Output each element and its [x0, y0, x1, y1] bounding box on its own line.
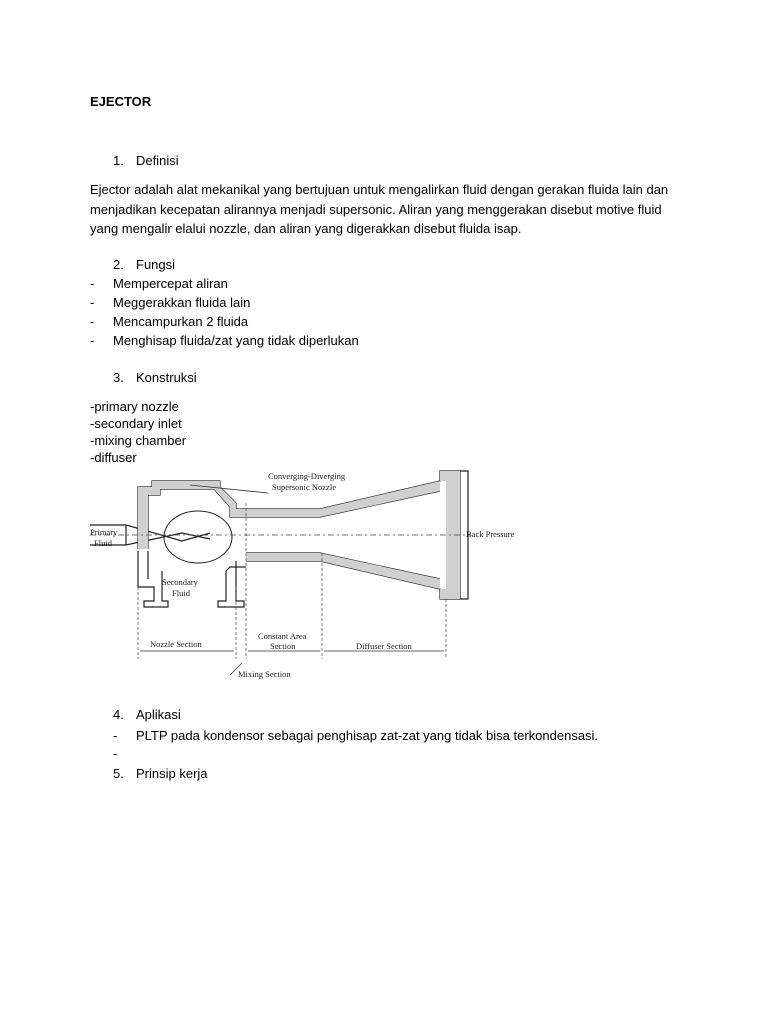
list-bullet: - — [90, 276, 95, 291]
label-constant-section: Section — [270, 641, 296, 651]
label-nozzle-section: Nozzle Section — [150, 639, 202, 649]
list-item: -diffuser — [90, 450, 137, 465]
label-secondary: Secondary — [162, 577, 198, 587]
list-item: Meggerakkan fluida lain — [113, 295, 251, 310]
heading-number-2: 2. — [113, 257, 124, 272]
label-diffuser-section: Diffuser Section — [356, 641, 412, 651]
list-bullet: - — [90, 295, 95, 310]
heading-number-5: 5. — [113, 766, 124, 781]
label-constant-area: Constant Area — [258, 631, 307, 641]
definisi-line: yang mengalir elalui nozzle, dan aliran yang digerakkan disebut fluida isap. — [90, 221, 522, 236]
heading-definisi: Definisi — [136, 153, 179, 168]
label-secondary-fluid: Fluid — [172, 588, 190, 598]
label-converging: Converging-Diverging — [268, 471, 346, 481]
list-bullet: - — [90, 314, 95, 329]
list-bullet: - — [90, 333, 95, 348]
label-mixing-section: Mixing Section — [238, 669, 291, 679]
list-item: Menghisap fluida/zat yang tidak diperlukan — [113, 333, 359, 348]
list-bullet: - — [113, 746, 118, 761]
list-item: -secondary inlet — [90, 416, 182, 431]
list-bullet: - — [113, 728, 118, 743]
heading-konstruksi: Konstruksi — [136, 370, 197, 385]
heading-aplikasi: Aplikasi — [136, 707, 181, 722]
definisi-paragraph — [90, 180, 690, 239]
label-primary: Primary — [90, 527, 118, 537]
heading-number-1: 1. — [113, 153, 124, 168]
label-fluid: Fluid — [94, 538, 112, 548]
label-back-pressure: Back Pressure — [466, 529, 515, 539]
heading-number-4: 4. — [113, 707, 124, 722]
list-item: -mixing chamber — [90, 433, 187, 448]
document-title: EJECTOR — [90, 94, 152, 109]
list-item: -primary nozzle — [90, 399, 179, 414]
heading-fungsi: Fungsi — [136, 257, 176, 272]
definisi-line: menjadikan kecepatan alirannya menjadi supersonic. Aliran yang menggerakan disebut motive fluid — [90, 201, 662, 217]
heading-number-3: 3. — [113, 370, 124, 385]
definisi-line: Ejector adalah alat mekanikal yang bertujuan untuk mengalirkan fluid dengan gerakan fluida lain dan — [90, 182, 669, 197]
list-item: PLTP pada kondensor sebagai penghisap zat-zat yang tidak bisa terkondensasi. — [136, 728, 599, 743]
heading-prinsip-kerja: Prinsip kerja — [136, 766, 208, 781]
list-item: Mencampurkan 2 fluida — [113, 314, 249, 329]
ejector-diagram — [90, 467, 515, 689]
list-item: Mempercepat aliran — [113, 276, 228, 291]
label-supersonic: Supersonic Nozzle — [272, 482, 336, 492]
